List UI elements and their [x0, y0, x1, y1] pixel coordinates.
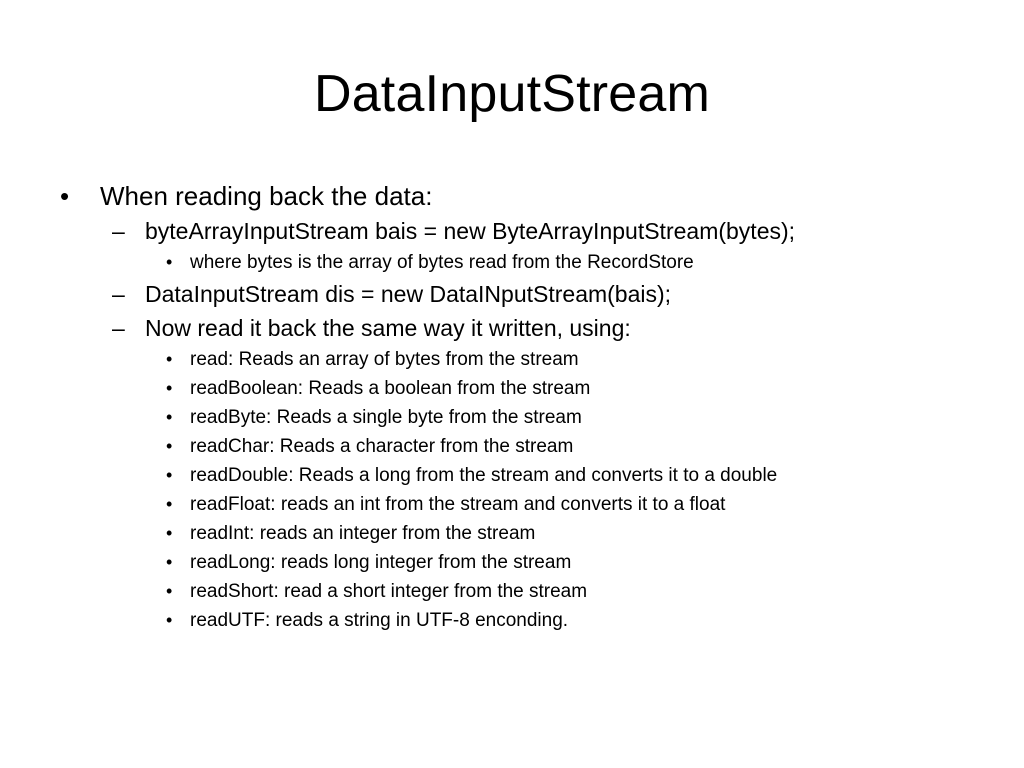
bullet-dash-icon: – — [112, 281, 125, 307]
slide-title: DataInputStream — [313, 65, 711, 123]
bullet-item-bytearrayinputstream — [60, 214, 1000, 248]
bullet-dot-icon: • — [166, 610, 173, 630]
bullet-item-datainputstream — [60, 277, 1000, 311]
bullet-text: readBoolean: Reads a boolean from the stream — [190, 378, 591, 399]
bullet-dot-icon: • — [166, 349, 173, 369]
bullet-dash-icon: – — [112, 218, 125, 244]
bullet-item-readutf — [60, 606, 1000, 635]
bullet-dot-icon: • — [166, 436, 173, 456]
bullet-item-where-bytes — [60, 248, 1000, 277]
bullet-item-readfloat — [60, 490, 1000, 519]
bullet-text: readLong: reads long integer from the stream — [190, 552, 572, 573]
bullet-item-when-reading — [60, 178, 1000, 214]
bullet-text: readDouble: Reads a long from the stream and converts it to a double — [190, 465, 778, 486]
bullet-item-readbyte — [60, 403, 1000, 432]
bullet-item-now-read — [60, 311, 1000, 345]
bullet-item-readshort — [60, 577, 1000, 606]
bullet-dash-icon: – — [112, 315, 125, 341]
bullet-dot-icon: • — [166, 552, 173, 572]
bullet-item-readchar — [60, 432, 1000, 461]
bullet-text: readUTF: reads a string in UTF-8 enconding. — [190, 610, 569, 631]
bullet-dot-icon: • — [166, 407, 173, 427]
bullet-text: readChar: Reads a character from the stream — [190, 436, 574, 457]
bullet-text: read: Reads an array of bytes from the stream — [190, 349, 579, 370]
bullet-dot-icon: • — [166, 465, 173, 485]
bullet-item-readint — [60, 519, 1000, 548]
bullet-text: readByte: Reads a single byte from the stream — [190, 407, 582, 428]
bullet-text: where bytes is the array of bytes read from the RecordStore — [190, 252, 694, 273]
bullet-text: When reading back the data: — [100, 181, 433, 211]
bullet-text: Now read it back the same way it written, using: — [145, 315, 631, 341]
bullet-item-readboolean — [60, 374, 1000, 403]
bullet-dot-icon: • — [166, 378, 173, 398]
bullet-dot-icon: • — [166, 581, 173, 601]
bullet-dot-icon: • — [166, 523, 173, 543]
bullet-item-readdouble — [60, 461, 1000, 490]
bullet-text: byteArrayInputStream bais = new ByteArrayInputStream(bytes); — [145, 218, 796, 244]
bullet-list — [60, 178, 1000, 635]
bullet-text: readInt: reads an integer from the stream — [190, 523, 536, 544]
bullet-dot-icon: • — [166, 494, 173, 514]
bullet-text: readFloat: reads an int from the stream and converts it to a float — [190, 494, 726, 515]
bullet-dot-icon: • — [60, 181, 70, 211]
bullet-dot-icon: • — [166, 252, 173, 272]
bullet-text: readShort: read a short integer from the stream — [190, 581, 588, 602]
bullet-item-read — [60, 345, 1000, 374]
bullet-text: DataInputStream dis = new DataINputStream(bais); — [145, 281, 672, 307]
bullet-item-readlong — [60, 548, 1000, 577]
